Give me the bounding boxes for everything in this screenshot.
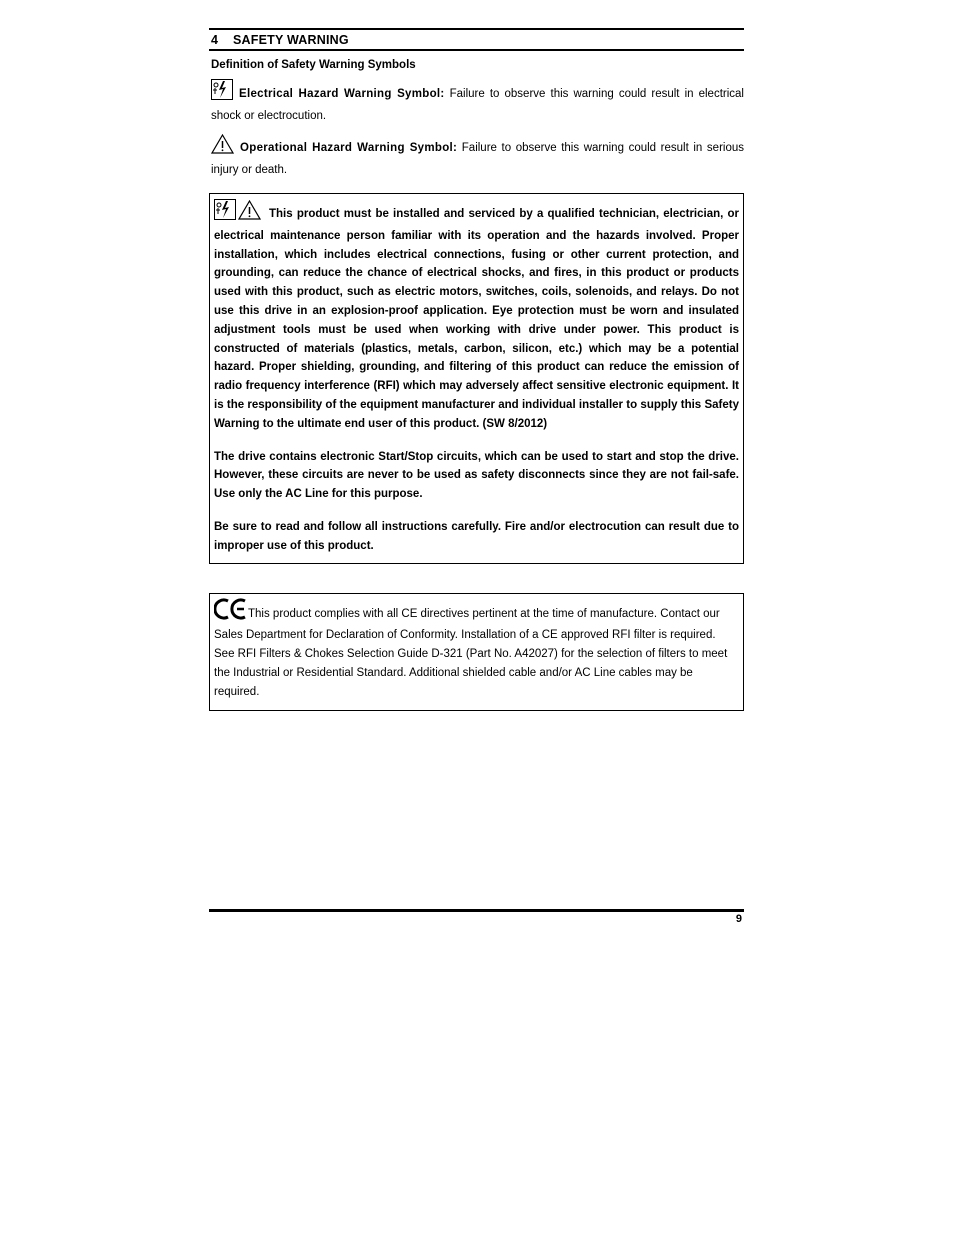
ce-compliance-text: This product complies with all CE directives pertinent at the time of manufacture. Contact our Sales Department for Declaration of Conformity. Installation of a CE approved RFI filter is required. See RFI Filters & Chokes Selection Guide D-321 (Part No. A42027) for the selection of filters to meet the Industrial or Residential Standard. Additional shielded cable and/or AC Line cables may be required. [214, 607, 728, 698]
ce-mark-icon [214, 598, 248, 627]
electrical-hazard-definition [209, 79, 744, 126]
ce-compliance-paragraph [214, 598, 739, 702]
subheading: Definition of Safety Warning Symbols [211, 59, 416, 71]
section-number: 4 [211, 33, 219, 47]
document-page [209, 28, 744, 711]
electrical-hazard-icon [211, 79, 233, 107]
electrical-hazard-icon [214, 199, 236, 227]
warning-paragraph-1 [214, 199, 739, 434]
safety-warning-box [209, 193, 744, 564]
electrical-hazard-text: Failure to observe this warning could result in electrical shock or electrocution. [211, 88, 744, 122]
section-title: SAFETY WARNING [233, 33, 349, 47]
operational-hazard-label: Operational Hazard Warning Symbol: [240, 142, 458, 154]
footer-rule [209, 909, 744, 912]
warning-paragraph-1-text: This product must be installed and serviced by a qualified technician, electrician, or electrical maintenance person familiar with its operation and the hazards involved. Proper installation, which includes electrical connections, fusing or other current protection, and grounding, can reduce the chance of electrical shocks, and fires, in this product or products used with this product, such as electric motors, switches, coils, solenoids, and relays. Do not use this drive in an explosion-proof application. Eye protection must be worn and insulated adjustment tools must be used when working with drive under power. This product is constructed of materials (plastics, metals, carbon, silicon, etc.) which may be a potential hazard. Proper shielding, grounding, and filtering of this product can reduce the emission of radio frequency interference (RFI) which may adversely affect sensitive electronic equipment. It is the responsibility of the equipment manufacturer and individual installer to supply this Safety Warning to the ultimate end user of this product. (SW 8/2012) [214, 208, 739, 430]
section-heading [209, 30, 744, 49]
heading-rule [209, 49, 744, 51]
page-number: 9 [735, 913, 742, 925]
warning-paragraph-2: The drive contains electronic Start/Stop circuits, which can be used to start and stop the drive. However, these circuits are never to be used as safety disconnects since they are not fail-safe. Use only the AC Line for this purpose. [214, 450, 739, 501]
warning-triangle-icon [211, 134, 234, 161]
warning-triangle-icon [238, 200, 261, 227]
operational-hazard-text: Failure to observe this warning could result in serious injury or death. [211, 142, 744, 176]
electrical-hazard-label: Electrical Hazard Warning Symbol: [239, 88, 445, 100]
operational-hazard-definition [209, 134, 744, 180]
warning-paragraph-3: Be sure to read and follow all instructions carefully. Fire and/or electrocution can result due to improper use of this product. [214, 520, 739, 552]
ce-compliance-box [209, 593, 744, 711]
